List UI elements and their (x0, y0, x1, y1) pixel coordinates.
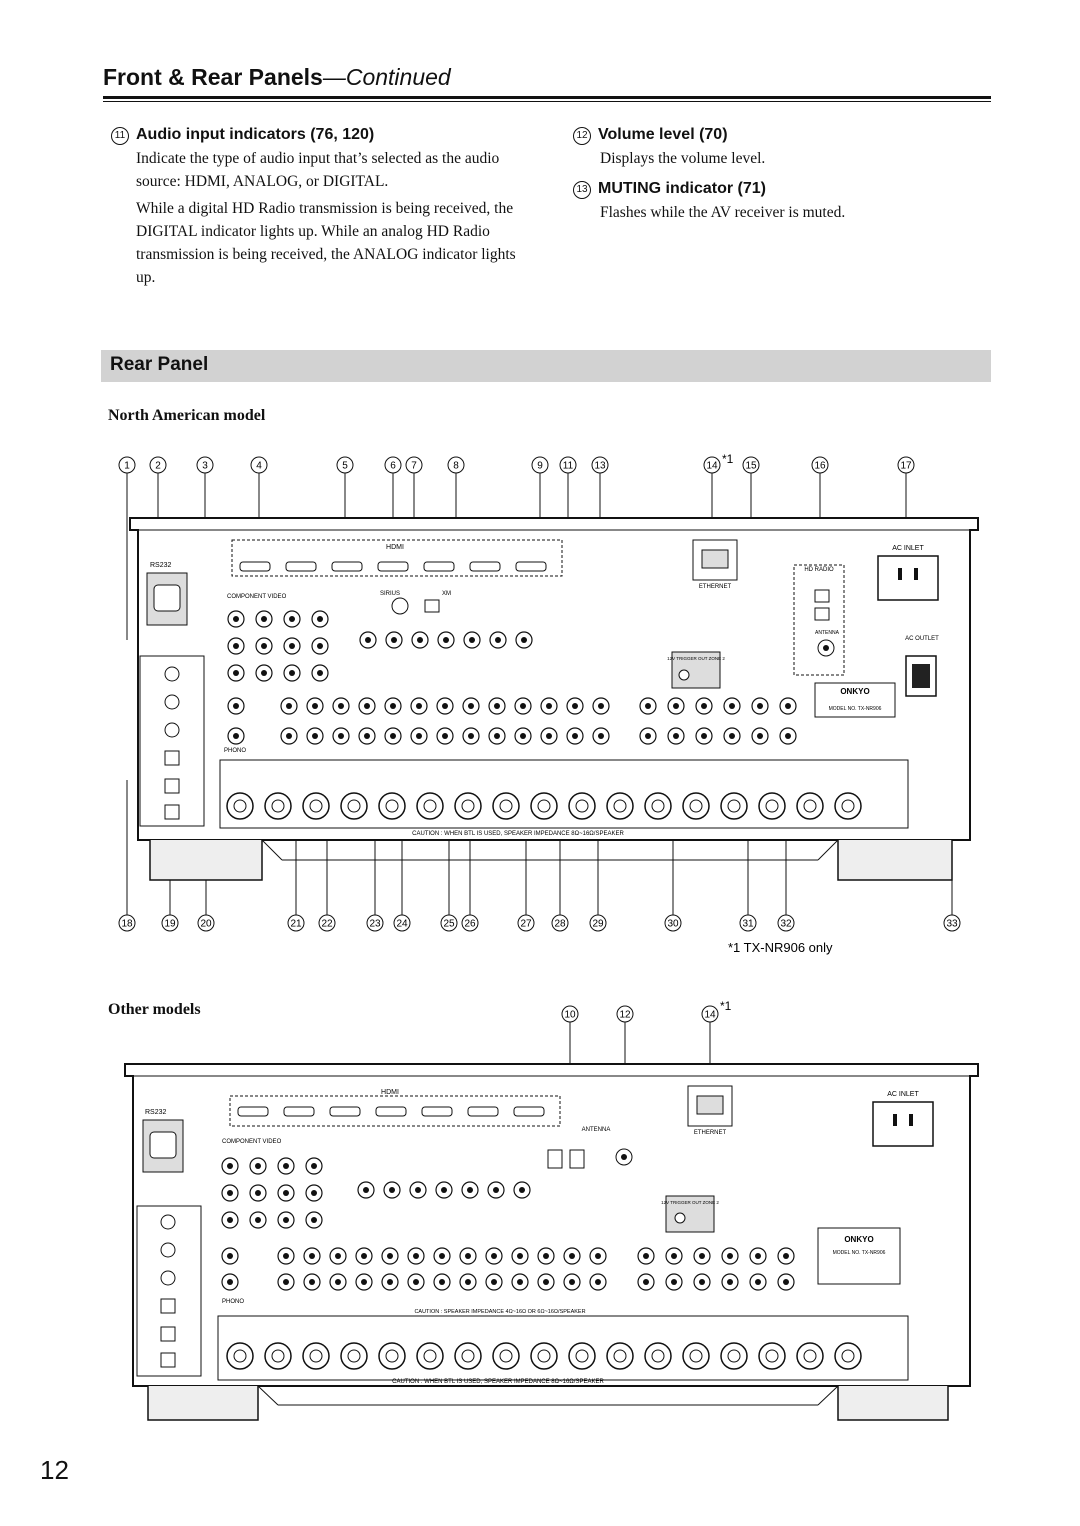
callouts (562, 1000, 732, 1022)
section-title: Rear Panel (110, 354, 209, 375)
svg-text:7: 7 (411, 460, 417, 472)
item-heading-text: Audio input indicators (76, 120) (136, 126, 375, 143)
hdmi-port (286, 562, 316, 571)
header-rule (103, 96, 991, 99)
hdmi-port (514, 1107, 544, 1116)
svg-text:29: 29 (592, 918, 604, 930)
svg-text:32: 32 (780, 918, 792, 930)
svg-text:30: 30 (667, 918, 679, 930)
svg-text:1: 1 (124, 460, 130, 472)
model-number-label: MODEL NO. TX-NR906 (828, 706, 882, 712)
svg-text:11: 11 (562, 460, 574, 472)
svg-text:25: 25 (443, 918, 455, 930)
ethernet-label: ETHERNET (693, 1130, 727, 1136)
brand-label: ONKYO (840, 687, 870, 696)
callouts-bottom (119, 915, 960, 931)
optical-input (165, 805, 179, 819)
trigger-label: 12V TRIGGER OUT ZONE 2 (661, 1200, 719, 1205)
svg-text:27: 27 (520, 918, 532, 930)
coaxial-input (161, 1215, 175, 1229)
svg-text:5: 5 (342, 460, 348, 472)
callout-11 (560, 457, 576, 473)
callout-27 (518, 915, 534, 931)
svg-text:17: 17 (900, 460, 912, 472)
page-title (103, 64, 451, 91)
optical-input (161, 1327, 175, 1341)
coaxial-input (161, 1243, 175, 1257)
speaker-terminals (227, 1343, 861, 1369)
optical-input (161, 1353, 175, 1367)
callout-23 (367, 915, 383, 931)
svg-text:16: 16 (814, 460, 826, 472)
brand-label: ONKYO (844, 1235, 874, 1244)
svg-text:21: 21 (290, 918, 302, 930)
svg-text:28: 28 (554, 918, 566, 930)
svg-text:22: 22 (321, 918, 333, 930)
svg-text:6: 6 (390, 460, 396, 472)
hdmi-port (422, 1107, 452, 1116)
hdmi-label: HDMI (381, 1089, 399, 1096)
hdmi-port (332, 562, 362, 571)
antenna-label: ANTENNA (581, 1127, 611, 1133)
callout-33 (944, 915, 960, 931)
optical-input (165, 779, 179, 793)
callout-12 (617, 1006, 633, 1022)
caution-label: CAUTION : WHEN BTL IS USED, SPEAKER IMPEDANCE 8Ω~16Ω/SPEAKER (392, 1379, 604, 1385)
ac-inlet-label: AC INLET (887, 1091, 919, 1098)
footnote-marker: *1 (720, 1000, 732, 1013)
hdmi-port (378, 562, 408, 571)
hdmi-port (516, 562, 546, 571)
callout-21 (288, 915, 304, 931)
hd-radio-label: HD RADIO (804, 567, 834, 573)
phono-label: PHONO (224, 748, 247, 754)
item-heading (573, 180, 993, 199)
svg-text:31: 31 (742, 918, 754, 930)
callout-9 (532, 457, 548, 473)
item-paragraph: While a digital HD Radio transmission is being received, the DIGITAL indicator lights up. While an analog HD Radio transmission is being received, the ANALOG indicator lights up. (136, 200, 516, 286)
page-number: 12 (40, 1455, 69, 1485)
callout-6 (385, 457, 401, 473)
callout-29 (590, 915, 606, 931)
header-rule-thin (103, 101, 991, 102)
coaxial-input (165, 695, 179, 709)
callout-16 (812, 457, 828, 473)
antenna-label: ANTENNA (815, 630, 839, 636)
footnote: *1 TX-NR906 only (728, 940, 833, 955)
xm-label: XM (442, 591, 451, 597)
item-heading (111, 126, 531, 145)
callout-28 (552, 915, 568, 931)
hdmi-port (238, 1107, 268, 1116)
callout-32 (778, 915, 794, 931)
page-title-continued: —Continued (322, 64, 451, 90)
callout-8 (448, 457, 464, 473)
ethernet-label: ETHERNET (698, 584, 732, 590)
caution-top-label: CAUTION : SPEAKER IMPEDANCE 4Ω~16Ω OR 6Ω~16Ω/SPEAKER (414, 1309, 586, 1315)
callout-15 (743, 457, 759, 473)
model-number-label: MODEL NO. TX-NR906 (832, 1250, 886, 1256)
optical-input (161, 1299, 175, 1313)
item-heading (573, 126, 993, 145)
hdmi-ports (240, 562, 546, 571)
callout-19 (162, 915, 178, 931)
callout-14 (704, 457, 720, 473)
svg-text:15: 15 (745, 460, 757, 472)
hdmi-port (376, 1107, 406, 1116)
coaxial-input (165, 667, 179, 681)
callout-4 (251, 457, 267, 473)
item-paragraph: Indicate the type of audio input that’s selected as the audio source: HDMI, ANALOG, or DIGITAL. (136, 150, 500, 190)
svg-text:12: 12 (619, 1009, 631, 1021)
svg-text:20: 20 (200, 918, 212, 930)
hdmi-port (424, 562, 454, 571)
callouts-top (119, 452, 914, 473)
other-models-rear-panel-diagram (0, 1000, 1080, 1430)
callout-14 (702, 1006, 718, 1022)
svg-text:13: 13 (594, 460, 606, 472)
other-models-label: Other models (108, 1001, 201, 1018)
callout-31 (740, 915, 756, 931)
callout-30 (665, 915, 681, 931)
foot-right (838, 1386, 948, 1420)
item-number-badge: 12 (573, 127, 591, 145)
hdmi-port (240, 562, 270, 571)
volume-level-item (573, 126, 993, 170)
ac-inlet (878, 556, 938, 600)
coaxial-input (161, 1271, 175, 1285)
svg-text:2: 2 (155, 460, 161, 472)
svg-text:23: 23 (369, 918, 381, 930)
svg-text:26: 26 (464, 918, 476, 930)
callout-26 (462, 915, 478, 931)
svg-text:3: 3 (202, 460, 208, 472)
hdmi-port (284, 1107, 314, 1116)
callout-10 (562, 1006, 578, 1022)
ac-outlet-label: AC OUTLET (905, 636, 939, 642)
svg-text:24: 24 (396, 918, 408, 930)
foot-right (838, 840, 952, 880)
item-heading-text: MUTING indicator (71) (598, 180, 767, 197)
callout-17 (898, 457, 914, 473)
component-video-label: COMPONENT VIDEO (227, 594, 287, 600)
callout-25 (441, 915, 457, 931)
component-video-label: COMPONENT VIDEO (222, 1139, 282, 1145)
trigger-label: 12V TRIGGER OUT ZONE 2 (667, 656, 725, 661)
audio-input-indicators-item (111, 126, 531, 289)
svg-text:18: 18 (121, 918, 133, 930)
rs232-label: RS232 (145, 1109, 167, 1116)
hdmi-port (470, 562, 500, 571)
callout-22 (319, 915, 335, 931)
callout-13 (592, 457, 608, 473)
svg-text:4: 4 (256, 460, 262, 472)
foot-left (150, 840, 262, 880)
phono-label: PHONO (222, 1299, 245, 1305)
rear-panel-section-bar (101, 350, 991, 382)
item-number-badge: 11 (111, 127, 129, 145)
item-heading-text: Volume level (70) (598, 126, 728, 143)
muting-indicator-item (573, 180, 993, 224)
callout-3 (197, 457, 213, 473)
sirius-label: SIRIUS (380, 591, 401, 597)
callout-20 (198, 915, 214, 931)
svg-text:9: 9 (537, 460, 543, 472)
hdmi-ports (238, 1107, 544, 1116)
page-title-main: Front & Rear Panels (103, 64, 323, 90)
optical-input (165, 751, 179, 765)
footnote-marker: *1 (722, 452, 734, 466)
callout-2 (150, 457, 166, 473)
caution-label: CAUTION : WHEN BTL IS USED, SPEAKER IMPEDANCE 8Ω~16Ω/SPEAKER (412, 831, 624, 837)
hdmi-port (468, 1107, 498, 1116)
svg-text:14: 14 (704, 1009, 716, 1021)
svg-text:33: 33 (946, 918, 958, 930)
hdmi-label: HDMI (386, 544, 404, 551)
callout-24 (394, 915, 410, 931)
item-number-badge: 13 (573, 181, 591, 199)
svg-text:19: 19 (164, 918, 176, 930)
rs232-label: RS232 (150, 562, 172, 569)
svg-text:8: 8 (453, 460, 459, 472)
foot-left (148, 1386, 258, 1420)
speaker-terminals (227, 793, 861, 819)
callout-18 (119, 915, 135, 931)
svg-text:14: 14 (706, 460, 718, 472)
callout-1 (119, 457, 135, 473)
coaxial-input (165, 723, 179, 737)
svg-text:10: 10 (564, 1009, 576, 1021)
ac-inlet-label: AC INLET (892, 545, 924, 552)
item-paragraph: Displays the volume level. (600, 150, 766, 167)
item-paragraph: Flashes while the AV receiver is muted. (600, 204, 846, 221)
hdmi-port (330, 1107, 360, 1116)
callout-7 (406, 457, 422, 473)
north-american-rear-panel-diagram (0, 440, 1080, 970)
callout-5 (337, 457, 353, 473)
north-american-model-label: North American model (108, 407, 266, 424)
